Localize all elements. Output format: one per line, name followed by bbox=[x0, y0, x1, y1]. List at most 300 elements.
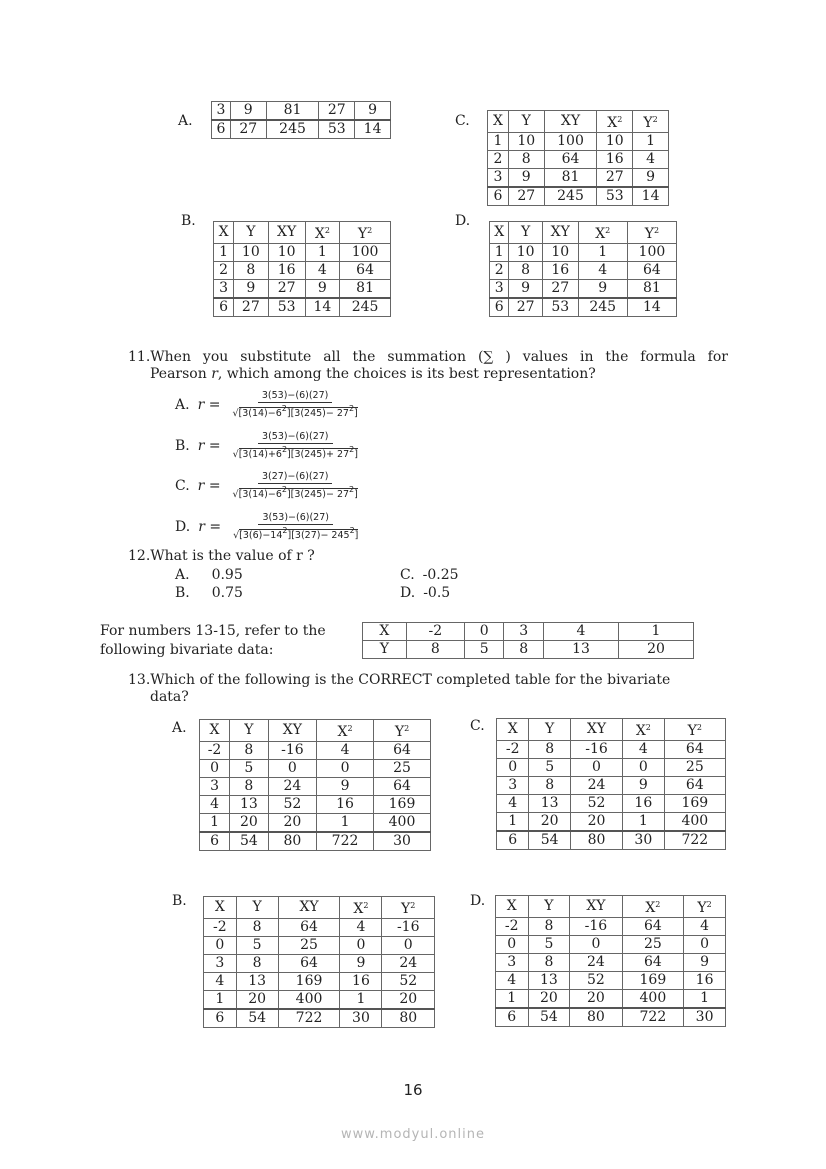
table-cell: 1 bbox=[618, 623, 693, 641]
table-cell: Y bbox=[528, 896, 570, 918]
q13-option-d-table bbox=[495, 895, 726, 1027]
table-cell: 1 bbox=[340, 991, 382, 1010]
table-cell: 81 bbox=[544, 169, 597, 188]
table-cell: 8 bbox=[236, 919, 278, 937]
table-cell: X bbox=[214, 222, 234, 244]
table-cell: 20 bbox=[570, 813, 622, 832]
table-cell: 4 bbox=[305, 262, 340, 280]
table-row bbox=[488, 169, 669, 188]
table-cell: -2 bbox=[497, 741, 529, 759]
table-header-row bbox=[488, 111, 669, 133]
table-row bbox=[212, 102, 391, 121]
table-cell: 1 bbox=[204, 991, 237, 1010]
q10-option-a-label: A. bbox=[178, 113, 193, 129]
table-cell: XY bbox=[278, 897, 340, 919]
table-cell: 27 bbox=[230, 120, 266, 139]
table-cell: 13 bbox=[236, 973, 278, 991]
table-cell: 8 bbox=[528, 954, 570, 972]
table-row bbox=[200, 814, 431, 833]
table-cell: 722 bbox=[278, 1009, 340, 1028]
table-row bbox=[200, 778, 431, 796]
table-cell: 100 bbox=[627, 244, 676, 262]
table-row bbox=[496, 972, 726, 990]
q11-option-a[interactable] bbox=[175, 390, 358, 419]
table-cell: 1 bbox=[623, 813, 665, 832]
table-cell: 30 bbox=[340, 1009, 382, 1028]
table-cell: 8 bbox=[508, 151, 544, 169]
table-row bbox=[204, 955, 435, 973]
table-cell: 4 bbox=[684, 918, 726, 936]
table-cell: 5 bbox=[236, 937, 278, 955]
table-cell: 9 bbox=[305, 280, 340, 299]
table-cell: -16 bbox=[570, 741, 622, 759]
table-cell: 27 bbox=[268, 280, 305, 299]
table-cell: 3 bbox=[204, 955, 237, 973]
table-cell: 20 bbox=[268, 814, 316, 833]
table-cell: 1 bbox=[684, 990, 726, 1009]
table-cell: $Y^2$ bbox=[664, 719, 725, 741]
table-cell: XY bbox=[544, 111, 597, 133]
table-cell: 20 bbox=[528, 990, 570, 1009]
table-cell: 25 bbox=[374, 760, 431, 778]
table-cell: 64 bbox=[664, 741, 725, 759]
table-cell: $Y^2$ bbox=[382, 897, 435, 919]
table-cell: 9 bbox=[355, 102, 391, 121]
table-row bbox=[363, 623, 694, 641]
table-cell: 1 bbox=[488, 133, 509, 151]
table-cell: $Y^2$ bbox=[340, 222, 391, 244]
table-cell: 54 bbox=[236, 1009, 278, 1028]
table-cell: 0 bbox=[497, 759, 529, 777]
table-cell: 64 bbox=[622, 954, 684, 972]
table-cell: 0 bbox=[496, 936, 529, 954]
table-cell: 9 bbox=[230, 102, 266, 121]
table-cell: Y bbox=[234, 222, 269, 244]
table-cell: -16 bbox=[268, 742, 316, 760]
table-cell: 5 bbox=[529, 759, 571, 777]
option-label: B. bbox=[175, 437, 190, 454]
table-cell: 4 bbox=[544, 623, 619, 641]
table-cell: 4 bbox=[496, 972, 529, 990]
option-label: B. bbox=[175, 585, 190, 601]
table-cell: 30 bbox=[684, 1008, 726, 1027]
table-row bbox=[200, 796, 431, 814]
table-cell: 6 bbox=[212, 120, 231, 139]
table-cell: -2 bbox=[496, 918, 529, 936]
formula-numerator: 3(53)−(6)(27) bbox=[258, 390, 332, 403]
table-cell: 53 bbox=[319, 120, 355, 139]
table-cell: $Y^2$ bbox=[684, 896, 726, 918]
table-cell: 245 bbox=[578, 298, 627, 317]
table-cell: 53 bbox=[597, 187, 633, 206]
table-cell: 2 bbox=[214, 262, 234, 280]
table-cell: 6 bbox=[496, 1008, 529, 1027]
q13-option-c-label: C. bbox=[470, 718, 485, 734]
table-cell: 6 bbox=[497, 831, 529, 850]
table-cell: X bbox=[497, 719, 529, 741]
table-cell: 24 bbox=[268, 778, 316, 796]
table-row bbox=[490, 244, 677, 262]
table-cell: X bbox=[363, 623, 407, 641]
question-12: 12.What is the value of r ? bbox=[128, 548, 315, 564]
table-row bbox=[496, 954, 726, 972]
table-cell: 1 bbox=[496, 990, 529, 1009]
table-cell: 169 bbox=[374, 796, 431, 814]
table-cell: 9 bbox=[623, 777, 665, 795]
q11-option-d[interactable] bbox=[175, 512, 358, 541]
table-row bbox=[214, 280, 391, 299]
table-cell: 10 bbox=[234, 244, 269, 262]
pearson-r-fraction bbox=[233, 431, 358, 460]
table-cell: XY bbox=[542, 222, 578, 244]
table-cell: 4 bbox=[204, 973, 237, 991]
bivariate-data-table bbox=[362, 622, 694, 659]
table-header-row bbox=[214, 222, 391, 244]
option-value: 0.75 bbox=[211, 585, 243, 601]
table-cell: 6 bbox=[490, 298, 509, 317]
q13-option-a-table bbox=[199, 719, 431, 851]
bivariate-intro-line1: For numbers 13-15, refer to the bbox=[100, 623, 326, 639]
table-cell: 1 bbox=[578, 244, 627, 262]
table-cell: 64 bbox=[278, 955, 340, 973]
formula-radicand: $[3(14)-6^2][3(245)- 27^2]$ bbox=[238, 485, 358, 500]
table-cell: 64 bbox=[664, 777, 725, 795]
table-cell: 64 bbox=[278, 919, 340, 937]
table-cell: XY bbox=[570, 719, 622, 741]
table-cell: 16 bbox=[597, 151, 633, 169]
q12-option-d[interactable] bbox=[400, 585, 450, 601]
bivariate-intro bbox=[100, 622, 326, 660]
q11-option-c[interactable] bbox=[175, 471, 358, 500]
table-row bbox=[497, 759, 726, 777]
table-cell: 81 bbox=[266, 102, 319, 121]
table-cell: 20 bbox=[382, 991, 435, 1010]
table-cell: Y bbox=[363, 641, 407, 659]
table-row bbox=[497, 813, 726, 832]
table-cell: 1 bbox=[305, 244, 340, 262]
table-cell: 16 bbox=[340, 973, 382, 991]
q11-option-b[interactable] bbox=[175, 431, 358, 460]
table-cell: -2 bbox=[406, 623, 464, 641]
table-row bbox=[488, 151, 669, 169]
q12-option-a[interactable] bbox=[175, 567, 243, 583]
pearson-r-fraction bbox=[233, 512, 358, 541]
table-cell: 0 bbox=[204, 937, 237, 955]
question-13-line2: data? bbox=[150, 689, 189, 705]
table-cell: X bbox=[490, 222, 509, 244]
table-cell: 9 bbox=[508, 169, 544, 188]
table-cell: -2 bbox=[200, 742, 230, 760]
table-cell: X bbox=[204, 897, 237, 919]
table-cell: 27 bbox=[542, 280, 578, 299]
formula-numerator: 3(53)−(6)(27) bbox=[258, 512, 332, 525]
table-row bbox=[497, 777, 726, 795]
table-cell: X bbox=[488, 111, 509, 133]
table-cell: $X^2$ bbox=[622, 896, 684, 918]
table-cell: 3 bbox=[200, 778, 230, 796]
table-cell: $X^2$ bbox=[317, 720, 374, 742]
table-cell: 245 bbox=[266, 120, 319, 139]
table-cell: 52 bbox=[382, 973, 435, 991]
bivariate-intro-line2: following bivariate data: bbox=[100, 642, 274, 658]
table-cell: 400 bbox=[374, 814, 431, 833]
table-cell: 10 bbox=[268, 244, 305, 262]
table-cell: 16 bbox=[317, 796, 374, 814]
table-row bbox=[214, 298, 391, 317]
table-cell: $X^2$ bbox=[305, 222, 340, 244]
table-cell: 14 bbox=[355, 120, 391, 139]
table-row bbox=[496, 1008, 726, 1027]
table-header-row bbox=[204, 897, 435, 919]
table-row bbox=[204, 991, 435, 1010]
table-cell: 13 bbox=[528, 972, 570, 990]
table-cell: 722 bbox=[622, 1008, 684, 1027]
table-row bbox=[490, 280, 677, 299]
table-cell: 0 bbox=[570, 936, 622, 954]
table-cell: 1 bbox=[317, 814, 374, 833]
table-header-row bbox=[200, 720, 431, 742]
table-cell: 4 bbox=[340, 919, 382, 937]
table-row bbox=[200, 760, 431, 778]
table-row bbox=[497, 741, 726, 759]
formula-lhs: r = bbox=[198, 518, 222, 535]
q13-option-b-table bbox=[203, 896, 435, 1028]
table-row bbox=[363, 641, 694, 659]
table-cell: $Y^2$ bbox=[627, 222, 676, 244]
table-cell: -16 bbox=[570, 918, 622, 936]
table-cell: 20 bbox=[570, 990, 622, 1009]
option-label: D. bbox=[175, 518, 191, 535]
table-cell: 400 bbox=[278, 991, 340, 1010]
table-cell: 8 bbox=[230, 742, 269, 760]
table-cell: 9 bbox=[340, 955, 382, 973]
table-cell: 9 bbox=[317, 778, 374, 796]
table-row bbox=[200, 742, 431, 760]
q10-option-a-table bbox=[211, 101, 391, 139]
table-cell: 64 bbox=[374, 778, 431, 796]
table-row bbox=[200, 832, 431, 851]
table-cell: 2 bbox=[488, 151, 509, 169]
table-cell: 20 bbox=[230, 814, 269, 833]
table-row bbox=[490, 262, 677, 280]
table-cell: $Y^2$ bbox=[374, 720, 431, 742]
table-cell: 24 bbox=[570, 954, 622, 972]
table-cell: 27 bbox=[509, 298, 542, 317]
table-cell: 9 bbox=[684, 954, 726, 972]
table-cell: 0 bbox=[570, 759, 622, 777]
sqrt-icon: √ bbox=[233, 530, 240, 541]
sqrt-icon: √ bbox=[232, 489, 239, 500]
table-cell: 3 bbox=[214, 280, 234, 299]
table-cell: 0 bbox=[684, 936, 726, 954]
table-cell: 245 bbox=[340, 298, 391, 317]
table-cell: 8 bbox=[504, 641, 544, 659]
question-13 bbox=[128, 672, 698, 706]
table-cell: 9 bbox=[578, 280, 627, 299]
q10-option-c-label: C. bbox=[455, 113, 470, 129]
table-cell: 25 bbox=[664, 759, 725, 777]
sqrt-icon: √ bbox=[232, 449, 239, 460]
table-header-row bbox=[497, 719, 726, 741]
table-cell: 9 bbox=[633, 169, 669, 188]
table-cell: 16 bbox=[268, 262, 305, 280]
table-cell: 54 bbox=[230, 832, 269, 851]
table-cell: 20 bbox=[529, 813, 571, 832]
table-cell: 24 bbox=[382, 955, 435, 973]
table-cell: $X^2$ bbox=[623, 719, 665, 741]
table-cell: -2 bbox=[204, 919, 237, 937]
table-cell: 10 bbox=[508, 133, 544, 151]
table-cell: 10 bbox=[597, 133, 633, 151]
table-cell: 8 bbox=[234, 262, 269, 280]
table-cell: 8 bbox=[529, 777, 571, 795]
table-cell: 8 bbox=[230, 778, 269, 796]
table-cell: 16 bbox=[542, 262, 578, 280]
table-cell: 6 bbox=[214, 298, 234, 317]
table-cell: Y bbox=[508, 111, 544, 133]
table-cell: 0 bbox=[200, 760, 230, 778]
table-row bbox=[496, 936, 726, 954]
table-cell: 10 bbox=[542, 244, 578, 262]
table-cell: -16 bbox=[382, 919, 435, 937]
sqrt-icon: √ bbox=[232, 408, 239, 419]
question-13-line1: 13.Which of the following is the CORRECT completed table for the bivariate bbox=[128, 672, 671, 688]
table-cell: 400 bbox=[664, 813, 725, 832]
table-cell: 24 bbox=[570, 777, 622, 795]
table-cell: 2 bbox=[490, 262, 509, 280]
formula-radicand: $[3(14)-6^2][3(245)- 27^2]$ bbox=[238, 404, 358, 419]
pearson-r-fraction bbox=[232, 390, 357, 419]
table-header-row bbox=[490, 222, 677, 244]
table-cell: 13 bbox=[544, 641, 619, 659]
table-cell: 100 bbox=[544, 133, 597, 151]
table-cell: 722 bbox=[317, 832, 374, 851]
table-cell: 64 bbox=[340, 262, 391, 280]
table-cell: Y bbox=[529, 719, 571, 741]
table-cell: 80 bbox=[570, 831, 622, 850]
formula-denominator bbox=[233, 444, 358, 460]
table-cell: 10 bbox=[509, 244, 542, 262]
table-cell: 8 bbox=[406, 641, 464, 659]
table-cell: XY bbox=[268, 222, 305, 244]
table-cell: XY bbox=[570, 896, 622, 918]
table-cell: 1 bbox=[497, 813, 529, 832]
formula-numerator: 3(53)−(6)(27) bbox=[258, 431, 332, 444]
table-cell: 0 bbox=[623, 759, 665, 777]
q12-option-c[interactable] bbox=[400, 567, 459, 583]
table-row bbox=[497, 831, 726, 850]
table-cell: 14 bbox=[627, 298, 676, 317]
table-cell: 3 bbox=[496, 954, 529, 972]
table-cell: 80 bbox=[382, 1009, 435, 1028]
question-11 bbox=[128, 349, 728, 383]
table-cell: 20 bbox=[618, 641, 693, 659]
table-cell: 4 bbox=[317, 742, 374, 760]
table-cell: 169 bbox=[278, 973, 340, 991]
q10-option-b-table bbox=[213, 221, 391, 317]
question-11-line2: Pearson r, which among the choices is its best representation? bbox=[150, 366, 596, 382]
watermark: www.modyul.online bbox=[340, 1127, 486, 1142]
table-cell: 64 bbox=[544, 151, 597, 169]
table-cell: 20 bbox=[236, 991, 278, 1010]
table-cell: 52 bbox=[268, 796, 316, 814]
q10-option-c-table bbox=[487, 110, 669, 206]
formula-numerator: 3(27)−(6)(27) bbox=[258, 471, 332, 484]
table-cell: 52 bbox=[570, 972, 622, 990]
q13-option-b-label: B. bbox=[172, 893, 187, 909]
table-row bbox=[488, 133, 669, 151]
table-row bbox=[204, 1009, 435, 1028]
formula-lhs: r = bbox=[197, 437, 221, 454]
table-cell: 9 bbox=[509, 280, 542, 299]
table-cell: 64 bbox=[622, 918, 684, 936]
table-cell: 0 bbox=[340, 937, 382, 955]
table-cell: 4 bbox=[623, 741, 665, 759]
table-cell: 100 bbox=[340, 244, 391, 262]
table-cell: 400 bbox=[622, 990, 684, 1009]
table-cell: 0 bbox=[464, 623, 504, 641]
table-cell: 13 bbox=[230, 796, 269, 814]
table-cell: 64 bbox=[374, 742, 431, 760]
option-label: C. bbox=[175, 477, 190, 494]
formula-denominator bbox=[232, 403, 357, 419]
table-cell: 4 bbox=[200, 796, 230, 814]
option-label: A. bbox=[175, 396, 190, 413]
table-row bbox=[214, 262, 391, 280]
table-cell: 5 bbox=[230, 760, 269, 778]
table-cell: 52 bbox=[570, 795, 622, 813]
table-cell: 1 bbox=[200, 814, 230, 833]
table-cell: 13 bbox=[529, 795, 571, 813]
table-cell: 0 bbox=[268, 760, 316, 778]
table-row bbox=[496, 990, 726, 1009]
q12-option-b[interactable] bbox=[175, 585, 243, 601]
formula-lhs: r = bbox=[197, 396, 221, 413]
q10-option-d-label: D. bbox=[455, 213, 471, 229]
table-cell: 169 bbox=[664, 795, 725, 813]
page-number: 16 bbox=[403, 1081, 423, 1099]
q13-option-a-label: A. bbox=[172, 720, 187, 736]
table-cell: $X^2$ bbox=[597, 111, 633, 133]
table-cell: 80 bbox=[570, 1008, 622, 1027]
table-cell: Y bbox=[236, 897, 278, 919]
table-cell: 1 bbox=[633, 133, 669, 151]
table-cell: 6 bbox=[488, 187, 509, 206]
table-cell: 1 bbox=[490, 244, 509, 262]
table-cell: 3 bbox=[504, 623, 544, 641]
table-cell: 81 bbox=[627, 280, 676, 299]
table-cell: 25 bbox=[278, 937, 340, 955]
formula-radicand: $[3(6)-14^2][3(27)- 245^2]$ bbox=[239, 526, 359, 541]
option-value: -0.25 bbox=[422, 567, 459, 583]
option-label: D. bbox=[400, 585, 416, 601]
table-cell: 3 bbox=[497, 777, 529, 795]
table-cell: 53 bbox=[268, 298, 305, 317]
table-row bbox=[204, 937, 435, 955]
table-cell: 5 bbox=[464, 641, 504, 659]
table-cell: 30 bbox=[374, 832, 431, 851]
table-cell: 245 bbox=[544, 187, 597, 206]
table-cell: 3 bbox=[490, 280, 509, 299]
q13-option-d-label: D. bbox=[470, 893, 486, 909]
q10-option-b-label: B. bbox=[181, 213, 196, 229]
table-cell: 14 bbox=[633, 187, 669, 206]
pearson-r-fraction bbox=[233, 471, 358, 500]
table-cell: 27 bbox=[234, 298, 269, 317]
q13-option-c-table bbox=[496, 718, 726, 850]
table-row bbox=[204, 973, 435, 991]
table-cell: 3 bbox=[212, 102, 231, 121]
